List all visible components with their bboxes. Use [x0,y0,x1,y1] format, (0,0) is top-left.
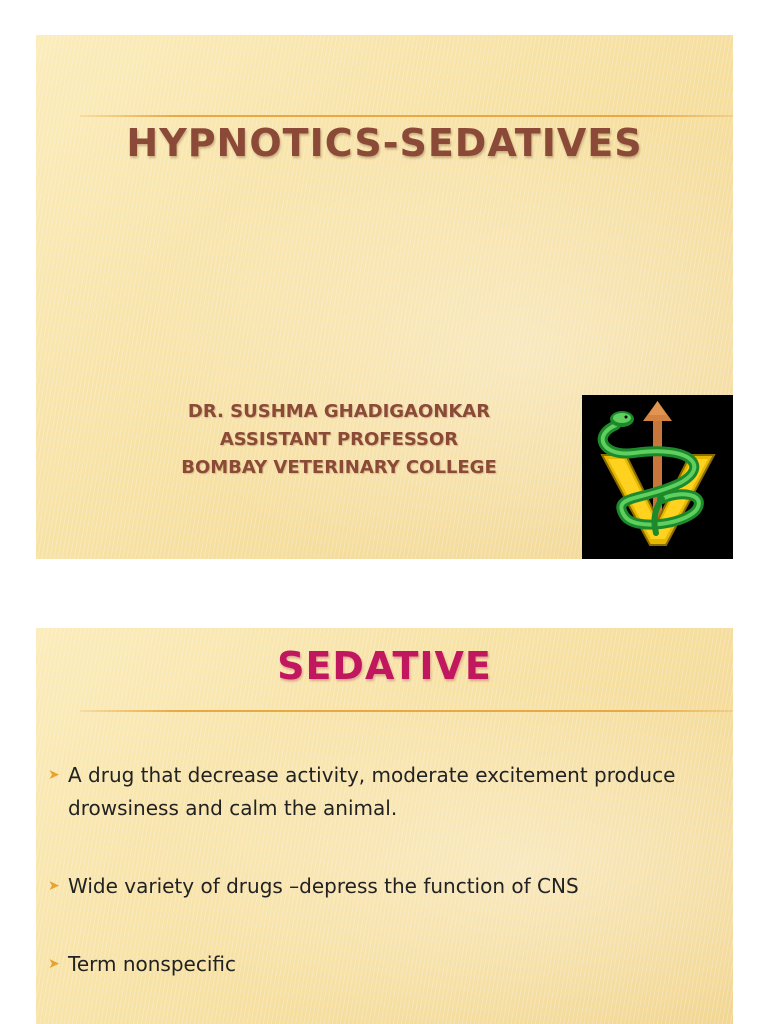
author-position: ASSISTANT PROFESSOR [219,429,459,450]
arrow-bullet-icon: ➤ [48,956,60,972]
author-institution: BOMBAY VETERINARY COLLEGE [181,457,497,478]
content-slide [36,628,733,1024]
bullet-text: Wide variety of drugs –depress the function of CNS [68,874,579,898]
bullet-text: Term nonspecific [68,952,236,976]
list-item [48,759,713,825]
bullet-text: A drug that decrease activity, moderate excitement produce drowsiness and calm the animal. [68,763,676,820]
slide-title: HYPNOTICS-SEDATIVES [126,121,643,165]
veterinary-caduceus-icon [582,395,733,559]
list-item [48,870,713,903]
author-name: DR. SUSHMA GHADIGAONKAR [187,401,491,422]
list-item [48,948,713,981]
author-block [36,398,642,482]
title-underline-rule [80,710,733,712]
title-underline-rule [80,115,733,117]
slide-title: SEDATIVE [277,644,492,688]
arrow-bullet-icon: ➤ [48,878,60,894]
arrow-bullet-icon: ➤ [48,767,60,783]
bullet-list [48,759,713,1024]
title-slide [36,35,733,559]
